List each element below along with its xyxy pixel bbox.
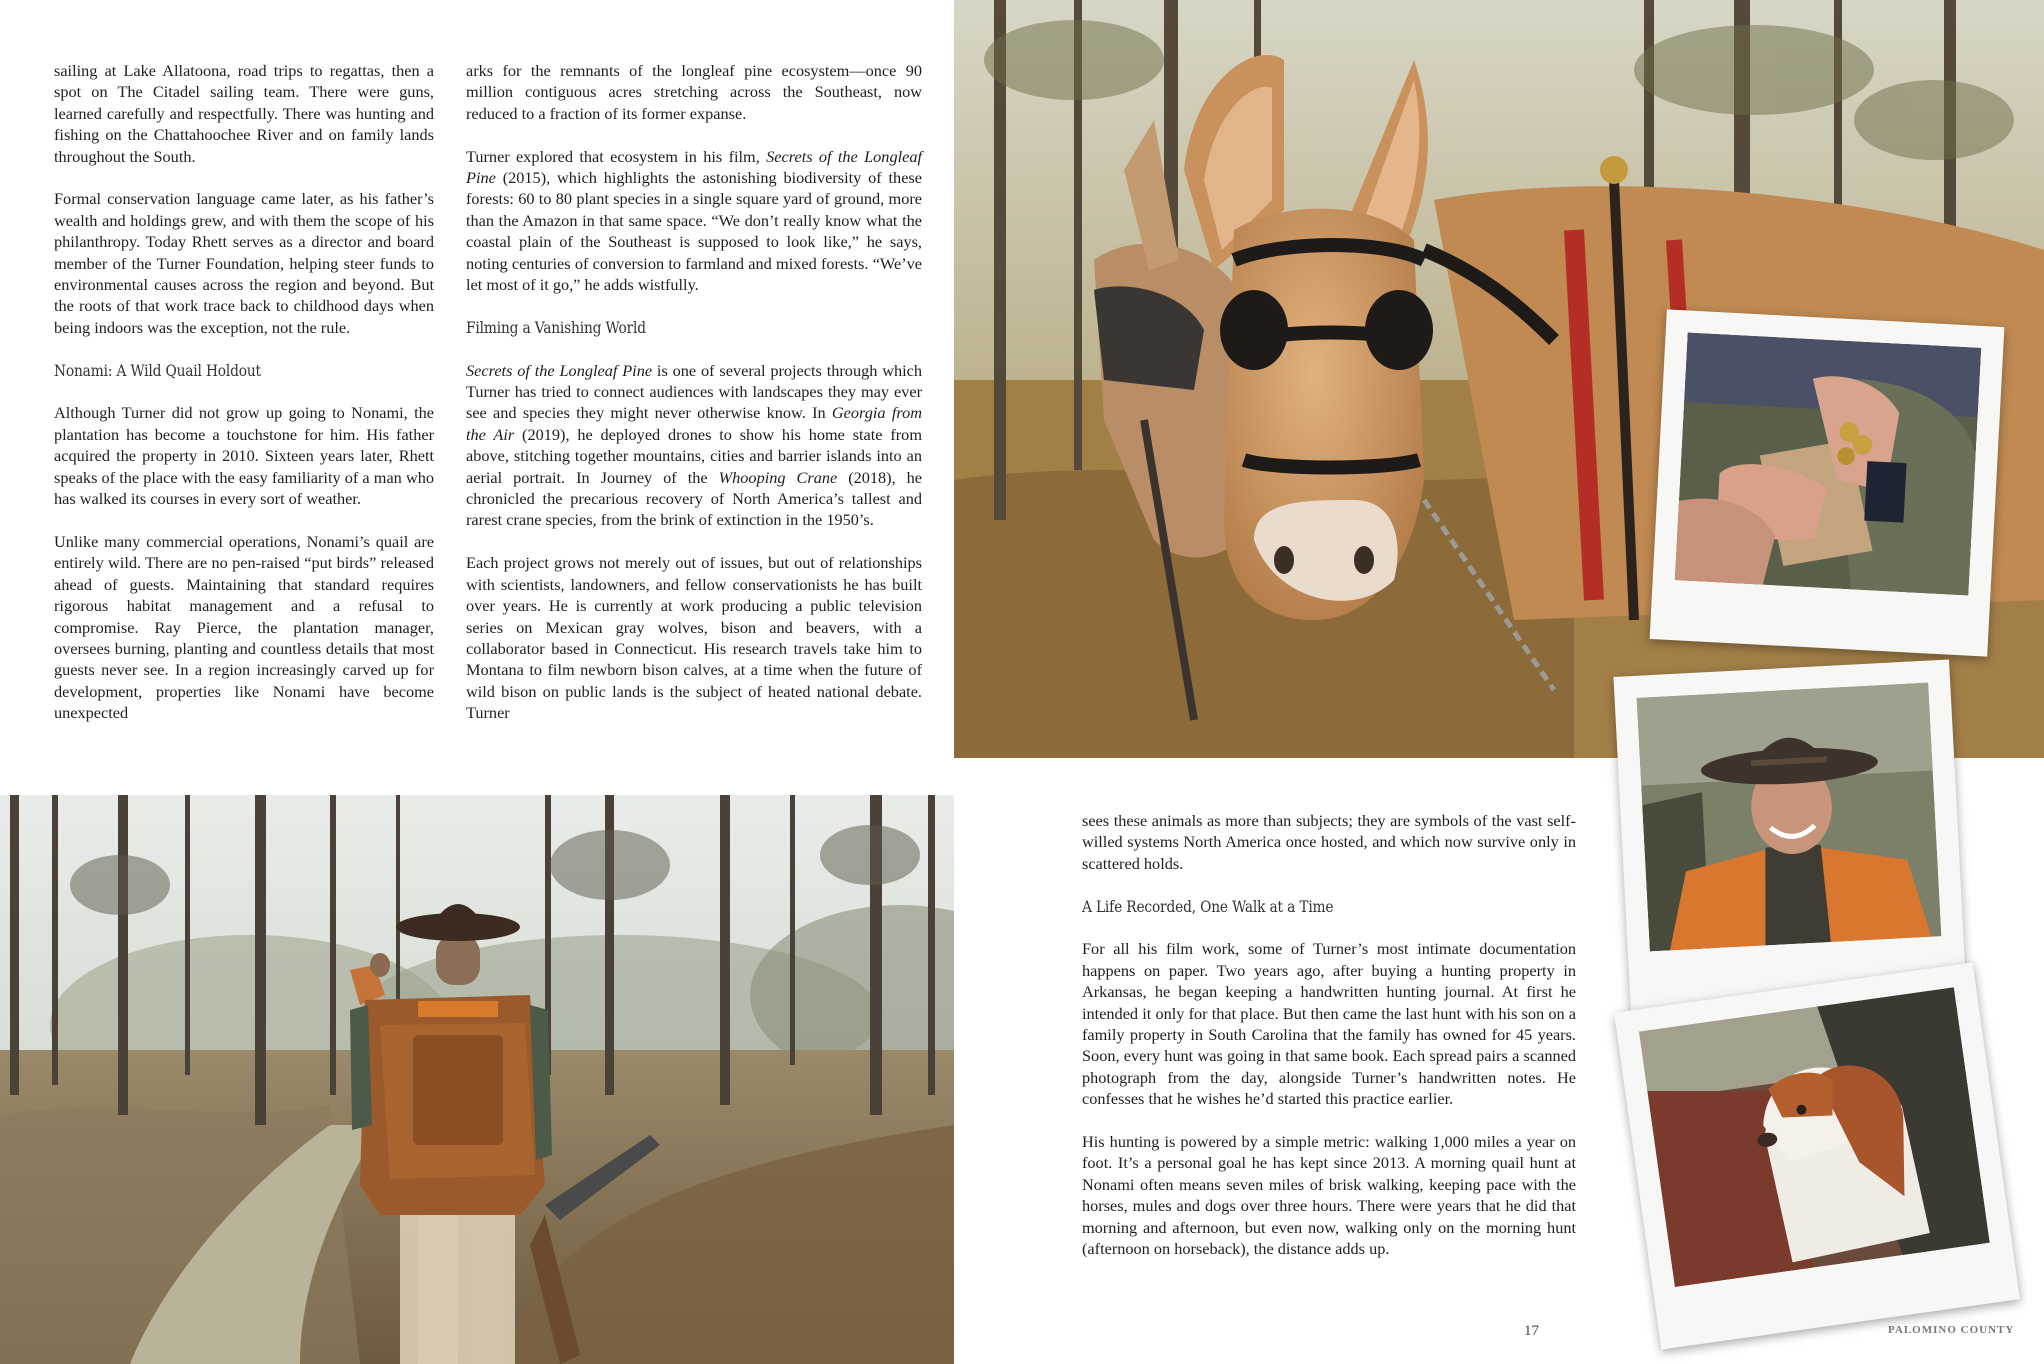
- polaroid-portrait-photo: [1613, 659, 1966, 1012]
- polaroid-shells-photo: [1650, 309, 2005, 656]
- text-run: Turner explored that ecosystem in his film,: [466, 146, 767, 166]
- text-column-2: [466, 60, 922, 745]
- magazine-name: PALOMINO COUNTY: [1888, 1324, 2015, 1336]
- paragraph: His hunting is powered by a simple metric: walking 1,000 miles a year on foot. It’s a personal goal he has kept since 2013. A morning quail hunt at Nonami often means seven miles of brisk walking, keeping pace with the horses, mules and dogs over three hours. There were years that he did that morning and afternoon, but even now, walking only on the morning hunt (afternoon on horseback), the distance adds up.: [1082, 1132, 1576, 1259]
- paragraph: For all his film work, some of Turner’s most intimate documentation happens on paper. Two years ago, after buying a hunting property in Arkansas, he began keeping a handwritten hunting journal. At first he intended it only for that place. But then came the last hunt with his son on a family property in South Carolina that the family has owned for 45 years. Soon, every hunt was going in that same book. Each spread pairs a scanned photograph from the day, alongside Turner’s handwritten notes. He confesses that he wishes he’d started this practice earlier.: [1082, 939, 1576, 1109]
- paragraph: Formal conservation language came later, as his father’s wealth and holdings grew, and with them the scope of his philanthropy. Today Rhett serves as a director and board member of the Turner Foundation, helping steer funds to environmental causes across the region and beyond. But the roots of that work trace back to childhood days when being indoors was the exception, not the rule.: [54, 189, 434, 337]
- text-run: is one of several projects through which Turner has tried to connect audiences with landscapes they may ever see and species they might never otherwise know. In: [466, 360, 922, 423]
- section-heading: Filming a Vanishing World: [466, 317, 646, 337]
- paragraph: sailing at Lake Allatoona, road trips to regattas, then a spot on The Citadel sailing team. There were guns, learned carefully and respectfully. There was hunting and fishing on the Chattahoochee River and on family lands throughout the South.: [54, 61, 434, 166]
- text-run: (2018), he chronicled the precarious recovery of North America’s tallest and rarest crane species, from the brink of extinction in the 1950’s.: [466, 467, 923, 530]
- film-title: Whooping Crane: [718, 467, 838, 487]
- text-column-1: [54, 60, 434, 745]
- paragraph: Each project grows not merely out of issues, but out of relationships with scientists, landowners, and fellow conservationists he has built over years. He is currently at work producing a public television series on Mexican gray wolves, bison and beavers, with a collaborator based in Connecticut. His research travels take him to Montana to film newborn bison calves, at a time when the future of wild bison on public lands is the subject of heated national debate. Turner: [466, 553, 922, 723]
- text-run: (2019), he deployed drones to show his home state from above, stitching together mountains, cities and barrier islands into an aerial portrait. In Journey of the: [466, 424, 922, 487]
- turner-portrait-photo: [1637, 683, 1942, 952]
- hunter-walking-photo: [0, 795, 954, 1364]
- polaroid-dog-photo: [1614, 962, 2020, 1349]
- paragraph: [466, 360, 922, 531]
- film-title: Georgia from the Air: [466, 403, 922, 444]
- film-title: Secrets of the Longleaf Pine: [466, 360, 653, 380]
- spaniel-dog-photo: [1639, 987, 1990, 1287]
- paragraph: Although Turner did not grow up going to Nonami, the plantation has become a touchstone for him. His father acquired the property in 2010. Sixteen years later, Rhett speaks of the place with the easy familiarity of a man who has walked its courses in every sort of weather.: [54, 403, 434, 509]
- section-heading: Nonami: A Wild Quail Holdout: [54, 360, 261, 380]
- paragraph: Unlike many commercial operations, Nonami’s quail are entirely wild. There are no pen-raised “put birds” released ahead of guests. Maintaining that standard requires rigorous habitat management and a refusal to compromise. Ray Pierce, the plantation manager, oversees burning, planting and countless details that most guests never see. In a region increasingly carved up for development, properties like Nonami have become unexpected: [54, 531, 434, 723]
- paragraph: sees these animals as more than subjects; they are symbols of the vast self-willed systems North America once hosted, and which now survive only in scattered holds.: [1082, 811, 1576, 873]
- film-title: Secrets of the Longleaf Pine: [466, 146, 922, 188]
- section-heading: A Life Recorded, One Walk at a Time: [1082, 896, 1334, 916]
- paragraph: arks for the remnants of the longleaf pine ecosystem—once 90 million contiguous acres stretching across the Southeast, now reduced to a fraction of its former expanse.: [466, 61, 922, 123]
- page-number: 17: [1524, 1323, 1539, 1339]
- text-run: (2015), which highlights the astonishing biodiversity of these forests: 60 to 80 plant species in a single square yard of ground, more than the Amazon in that same space. “We don’t really know what the coastal plain of the Southeast is supposed to look like,” he says, noting centuries of conversion to farmland and mixed forests. “We’ve let most of it go,” he adds wistfully.: [466, 168, 922, 295]
- text-column-3: [1082, 810, 1576, 1281]
- paragraph: [466, 146, 922, 296]
- shells-photo: [1675, 333, 1982, 596]
